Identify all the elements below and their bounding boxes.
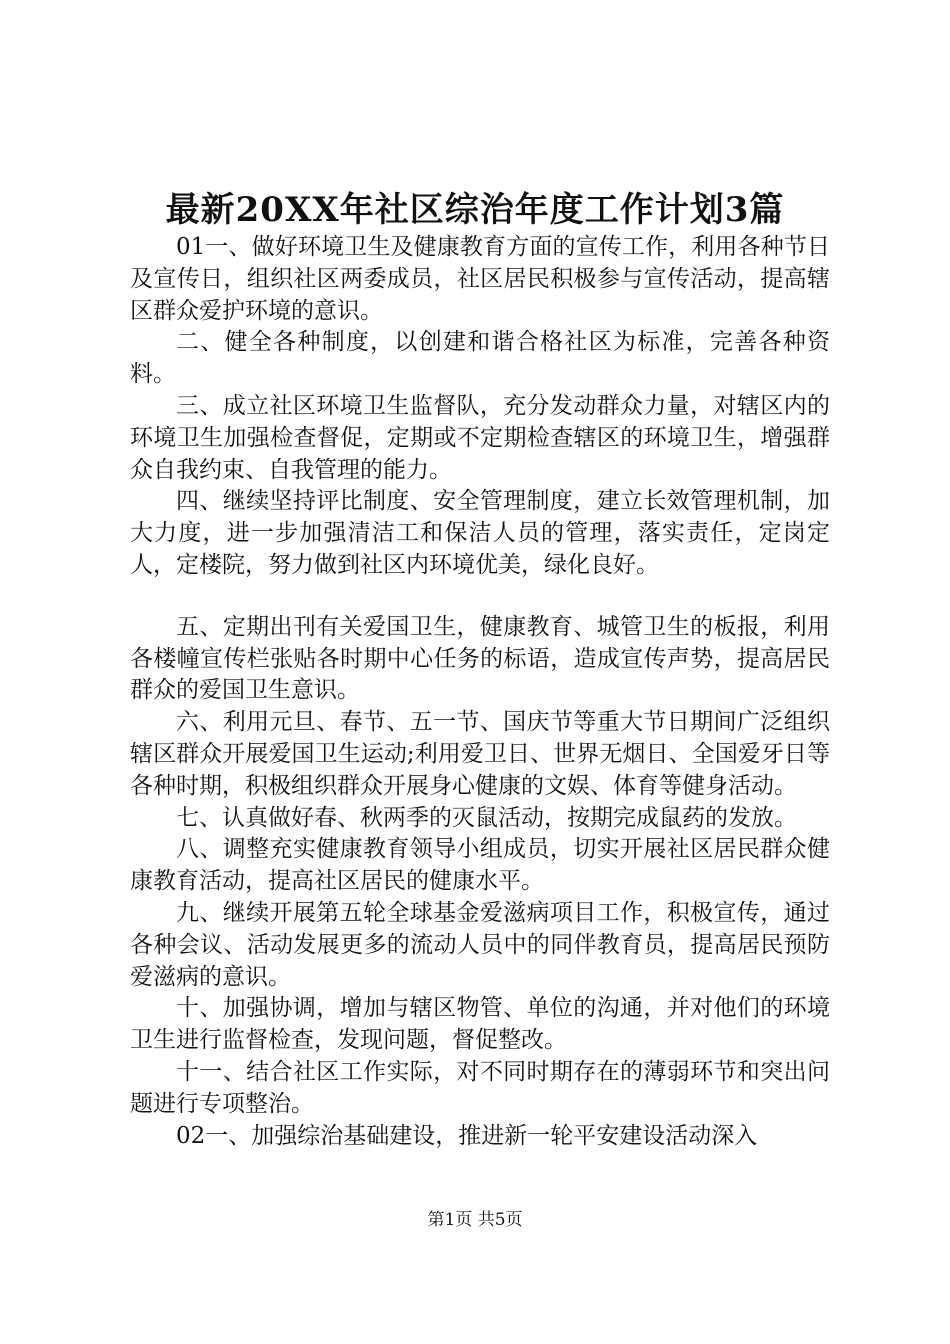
paragraph-4: 四、继续坚持评比制度、安全管理制度，建立长效管理机制，加大力度，进一步加强清洁工和保洁人员的管理，落实责任，定岗定人，定楼院，努力做到社区内环境优美，绿化良好。 (130, 488, 830, 578)
paragraph-1: 01一、做好环境卫生及健康教育方面的宣传工作，利用各种节日及宣传日，组织社区两委成员，社区居民积极参与宣传活动，提高辖区群众爱护环境的意识。 (130, 234, 830, 324)
paragraph-3: 三、成立社区环境卫生监督队，充分发动群众力量，对辖区内的环境卫生加强检查督促，定期或不定期检查辖区的环境卫生，增强群众自我约束、自我管理的能力。 (130, 392, 830, 483)
paragraph-8: 八、调整充实健康教育领导小组成员，切实开展社区居民群众健康教育活动，提高社区居民的健康水平。 (130, 836, 830, 895)
paragraph-2: 二、健全各种制度，以创建和谐合格社区为标准，完善各种资料。 (130, 329, 830, 388)
paragraph-12: 02一、加强综治基础建设，推进新一轮平安建设活动深入 (176, 1122, 758, 1149)
paragraph-9: 九、继续开展第五轮全球基金爱滋病项目工作，积极宣传，通过各种会议、活动发展更多的流动人员中的同伴教育员，提高居民预防爱滋病的意识。 (130, 899, 830, 990)
paragraph-6: 六、利用元旦、春节、五一节、国庆节等重大节日期间广泛组织辖区群众开展爱国卫生运动;利用爱卫日、世界无烟日、全国爱牙日等各种时期，积极组织群众开展身心健康的文娱、体育等健身活动。 (130, 709, 830, 799)
document-title: 最新20XX年社区综治年度工作计划3篇 (165, 190, 785, 230)
paragraph-5: 五、定期出刊有关爱国卫生，健康教育、城管卫生的板报，利用各楼幢宣传栏张贴各时期中心任务的标语，造成宣传声势，提高居民群众的爱国卫生意识。 (130, 613, 830, 704)
paragraph-7: 七、认真做好春、秋两季的灭鼠活动，按期完成鼠药的发放。 (176, 804, 797, 831)
paragraph-10: 十、加强协调，增加与辖区物管、单位的沟通，并对他们的环境卫生进行监督检查，发现问题，督促整改。 (130, 995, 830, 1054)
page-number-footer: 第1页 共5页 (427, 1210, 523, 1230)
paragraph-11: 十一、结合社区工作实际，对不同时期存在的薄弱环节和突出问题进行专项整治。 (130, 1058, 830, 1117)
document-body (130, 232, 830, 1152)
